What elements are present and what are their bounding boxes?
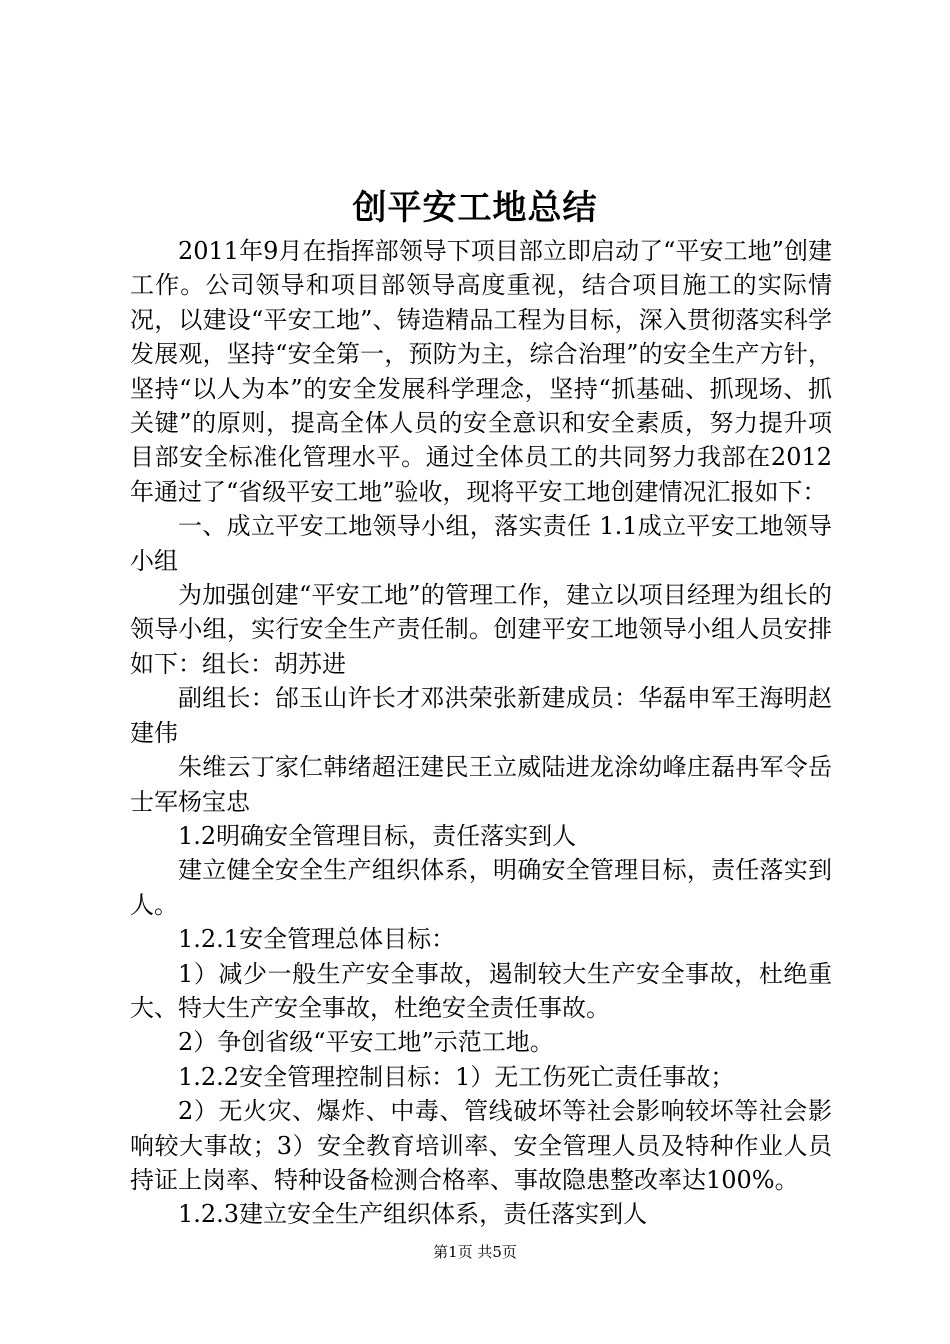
paragraph-section-1-heading: 一、成立平安工地领导小组，落实责任 1.1成立平安工地领导小组	[130, 512, 832, 575]
paragraph-control-goals: 2）无火灾、爆炸、中毒、管线破坏等社会影响较坏等社会影响较大事故；3）安全教育培训率、安全管理人员及特种作业人员持证上岗率、特种设备检测合格率、事故隐患整改率达100%。	[130, 1097, 832, 1194]
paragraph-section-1-2-3-heading: 1.2.3建立安全生产组织体系，责任落实到人	[178, 1200, 648, 1229]
paragraph-organization-system: 建立健全安全生产组织体系，明确安全管理目标，责任落实到人。	[130, 856, 832, 919]
paragraph-section-1-2-1-heading: 1.2.1安全管理总体目标：	[178, 925, 456, 954]
paragraph-deputy-leaders: 副组长：邰玉山许长才邓洪荣张新建成员：华磊申军王海明赵建伟	[130, 684, 832, 747]
paragraph-goal-2: 2）争创省级“平安工地”示范工地。	[178, 1028, 554, 1057]
page-footer: 第1页 共5页	[433, 1243, 517, 1261]
document-title: 创平安工地总结	[352, 188, 598, 228]
document-body	[130, 234, 832, 1232]
paragraph-goal-1: 1）减少一般生产安全事故，遏制较大生产安全事故，杜绝重大、特大生产安全事故，杜绝安全责任事故。	[130, 959, 832, 1022]
paragraph-intro: 2011年9月在指挥部领导下项目部立即启动了“平安工地”创建工作。公司领导和项目部领导高度重视，结合项目施工的实际情况，以建设“平安工地”、铸造精品工程为目标，深入贯彻落实科学发展观，坚持“安全第一，预防为主，综合治理”的安全生产方针，坚持“以人为本”的安全发展科学理念，坚持“抓基础、抓现场、抓关键”的原则，提高全体人员的安全意识和安全素质，努力提升项目部安全标准化管理水平。通过全体员工的共同努力我部在2012年通过了“省级平安工地”验收，现将平安工地创建情况汇报如下：	[130, 237, 832, 506]
paragraph-section-1-2-heading: 1.2明确安全管理目标，责任落实到人	[178, 821, 577, 850]
paragraph-section-1-2-2-heading: 1.2.2安全管理控制目标：1）无工伤死亡责任事故；	[178, 1062, 735, 1091]
paragraph-leadership-group: 为加强创建“平安工地”的管理工作，建立以项目经理为组长的领导小组，实行安全生产责任制。创建平安工地领导小组人员安排如下：组长：胡苏进	[130, 581, 832, 678]
paragraph-members: 朱维云丁家仁韩绪超汪建民王立威陆进龙涂幼峰庄磊冉军令岳士军杨宝忠	[130, 753, 832, 816]
